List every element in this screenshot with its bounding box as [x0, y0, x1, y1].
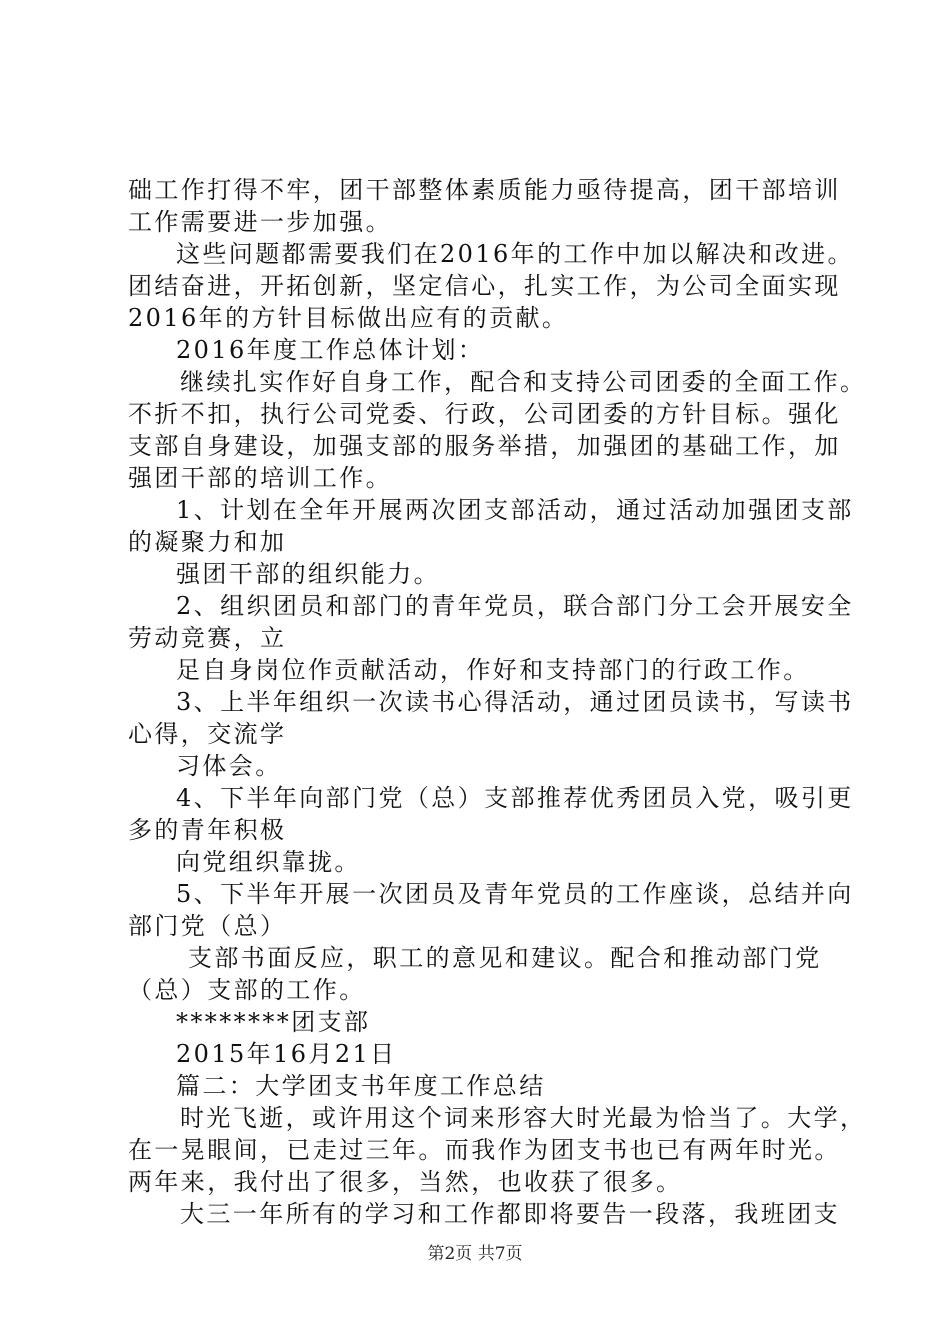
text-line: 工作需要进一步加强。 — [128, 208, 392, 236]
text-line: 两年来，我付出了很多，当然，也收获了很多。 — [128, 1168, 683, 1196]
text-line: 大三一年所有的学习和工作都即将要告一段落，我班团支 — [180, 1200, 840, 1228]
text-line: 5、下半年开展一次团员及青年党员的工作座谈，总结并向 — [176, 880, 854, 908]
text-line: 支部书面反应，职工的意见和建议。配合和推动部门党 — [188, 944, 822, 972]
text-line: 2016年度工作总体计划： — [176, 336, 485, 364]
text-line: 支部自身建设，加强支部的服务举措，加强团的基础工作，加 — [128, 432, 841, 460]
text-line: 多的青年积极 — [128, 816, 287, 844]
text-line: 篇二：大学团支书年度工作总结 — [176, 1072, 546, 1100]
text-line: 团结奋进，开拓创新，坚定信心，扎实工作，为公司全面实现 — [128, 272, 841, 300]
text-line: 继续扎实作好自身工作，配合和支持公司团委的全面工作。 — [180, 368, 867, 396]
text-line: 向党组织靠拢。 — [176, 848, 361, 876]
page-number-footer: 第2页 共7页 — [427, 1244, 523, 1264]
text-line: 1、计划在全年开展两次团支部活动，通过活动加强团支部 — [176, 496, 854, 524]
text-line: 劳动竞赛，立 — [128, 624, 287, 652]
text-line: 的凝聚力和加 — [128, 528, 287, 556]
text-line: 础工作打得不牢，团干部整体素质能力亟待提高，团干部培训 — [128, 176, 841, 204]
text-line: 心得，交流学 — [128, 720, 287, 748]
text-line: 强团干部的组织能力。 — [176, 560, 440, 588]
text-line: 2015年16月21日 — [176, 1040, 397, 1068]
text-line: 4、下半年向部门党（总）支部推荐优秀团员入党，吸引更 — [176, 784, 854, 812]
text-line: 部门党（总） — [128, 912, 287, 940]
text-line: 时光飞逝，或许用这个词来形容大时光最为恰当了。大学， — [180, 1104, 867, 1132]
text-line: 这些问题都需要我们在2016年的工作中加以解决和改进。 — [176, 240, 854, 268]
text-line: 强团干部的培训工作。 — [128, 464, 392, 492]
text-line: （总）支部的工作。 — [128, 976, 366, 1004]
text-line: 2、组织团员和部门的青年党员，联合部门分工会开展安全 — [176, 592, 854, 620]
text-line: 习体会。 — [176, 752, 282, 780]
text-line: 不折不扣，执行公司党委、行政，公司团委的方针目标。强化 — [128, 400, 841, 428]
text-line: 3、上半年组织一次读书心得活动，通过团员读书，写读书 — [176, 688, 854, 716]
text-line: ********团支部 — [176, 1008, 371, 1036]
text-line: 在一晃眼间，已走过三年。而我作为团支书也已有两年时光。 — [128, 1136, 841, 1164]
text-line: 足自身岗位作贡献活动，作好和支持部门的行政工作。 — [176, 656, 810, 684]
text-line: 2016年的方针目标做出应有的贡献。 — [128, 304, 569, 332]
